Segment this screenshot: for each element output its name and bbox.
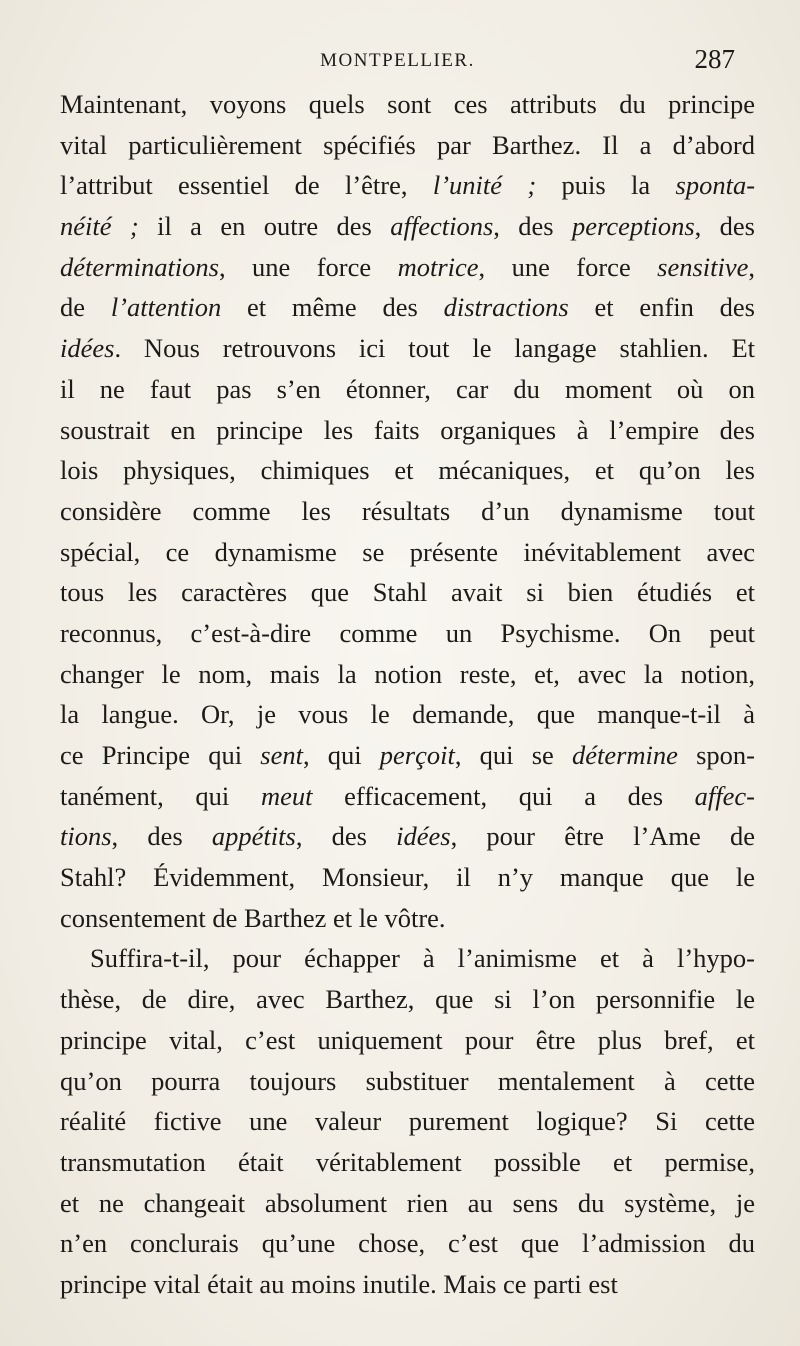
text-span: qu’on pourra toujours substituer mentalement à cette	[60, 1065, 755, 1096]
italic-text: tions	[60, 821, 112, 852]
text-line	[60, 816, 755, 857]
text-span: spécial, ce dynamisme se présente inévitablement avec	[60, 536, 755, 567]
text-span: thèse, de dire, avec Barthez, que si l’on personnifie le	[60, 984, 755, 1015]
italic-text: appétits	[211, 821, 296, 852]
italic-text: meut	[260, 780, 313, 811]
italic-text: déterminations	[60, 251, 219, 282]
text-line	[60, 287, 755, 328]
text-span: la langue. Or, je vous le demande, que manque-t-il à	[60, 699, 755, 730]
text-span: , des	[295, 821, 397, 852]
text-line	[60, 898, 755, 939]
text-span: il ne faut pas s’en étonner, car du moment où on	[60, 373, 755, 404]
text-span: vital particulièrement spécifiés par Barthez. Il a d’abord	[60, 129, 755, 160]
page-number: 287	[694, 44, 735, 74]
text-span: , des	[493, 211, 573, 242]
text-line	[60, 532, 755, 573]
text-span: , des	[694, 211, 755, 242]
italic-text: sponta-	[675, 170, 756, 201]
italic-text: sensitive	[657, 251, 749, 282]
text-line	[60, 1101, 755, 1142]
text-line	[60, 369, 755, 410]
text-line	[60, 1061, 755, 1102]
italic-text: idées	[60, 333, 115, 364]
text-line	[60, 979, 755, 1020]
text-line	[60, 938, 755, 979]
text-span: ce Principe qui	[60, 740, 261, 770]
text-span: de	[60, 292, 111, 323]
text-span: Suffira-t-il, pour échapper à l’animisme et à l’hypo-	[90, 943, 755, 974]
italic-text: distractions	[443, 292, 569, 323]
text-span: lois physiques, chimiques et mécaniques, et qu’on les	[60, 455, 755, 486]
text-span: , pour être l’Ame de	[450, 821, 756, 852]
text-span: ,	[748, 251, 756, 282]
text-line	[60, 1142, 755, 1183]
body-text	[60, 84, 755, 1305]
italic-text: l’unité ;	[432, 170, 537, 201]
text-line	[60, 1183, 755, 1224]
text-span: Stahl? Évidemment, Monsieur, il n’y manque que le	[60, 862, 755, 893]
text-span: Maintenant, voyons quels sont ces attributs du principe	[60, 89, 755, 119]
text-span: efficacement, qui a des	[312, 780, 695, 811]
text-line	[60, 654, 755, 695]
text-span: il a en outre des	[138, 211, 391, 242]
text-line	[60, 857, 755, 898]
text-line	[60, 1020, 755, 1061]
text-span: tanément, qui	[60, 780, 261, 811]
text-span: et ne changeait absolument rien au sens du système, je	[60, 1187, 755, 1218]
text-span: transmutation était véritablement possible et permise,	[60, 1146, 755, 1177]
italic-text: détermine	[571, 740, 678, 770]
text-span: consentement de Barthez et le vôtre.	[60, 902, 446, 933]
text-span: . Nous retrouvons ici tout le langage stahlien. Et	[114, 333, 755, 364]
text-span: tous les caractères que Stahl avait si bien étudiés et	[60, 577, 755, 608]
italic-text: perçoit	[379, 740, 455, 770]
text-span: et enfin des	[568, 292, 755, 323]
text-line	[60, 1264, 755, 1305]
text-line	[60, 694, 755, 735]
italic-text: idées	[396, 821, 451, 852]
text-span: changer le nom, mais la notion reste, et, avec la notion,	[60, 658, 755, 689]
text-span: spon-	[677, 740, 756, 770]
text-line	[60, 247, 755, 288]
text-span: et même des	[221, 292, 444, 323]
italic-text: affec-	[694, 780, 755, 811]
text-span: principe vital, c’est uniquement pour être plus bref, et	[60, 1024, 755, 1055]
text-span: soustrait en principe les faits organiques à l’empire des	[60, 414, 755, 445]
text-line	[60, 491, 755, 532]
text-line	[60, 572, 755, 613]
text-line	[60, 165, 755, 206]
italic-text: l’attention	[110, 292, 222, 323]
running-head	[60, 44, 735, 80]
text-span: , des	[111, 821, 212, 852]
text-span: n’en conclurais qu’une chose, c’est que l’admission du	[60, 1228, 755, 1259]
text-line	[60, 1223, 755, 1264]
text-line	[60, 125, 755, 166]
text-span: puis la	[536, 170, 676, 201]
italic-text: motrice	[397, 251, 479, 282]
text-span: reconnus, c’est-à-dire comme un Psychisme. On peut	[60, 617, 755, 648]
italic-text: sent	[260, 740, 303, 770]
text-span: , une force	[478, 251, 658, 282]
text-span: réalité fictive une valeur purement logique? Si cette	[60, 1106, 755, 1137]
text-span: principe vital était au moins inutile. Mais ce parti est	[60, 1268, 618, 1299]
text-line	[60, 450, 755, 491]
text-span: , une force	[219, 251, 398, 282]
text-span: , qui se	[454, 740, 572, 770]
text-line	[60, 328, 755, 369]
text-line	[60, 84, 755, 125]
text-span: considère comme les résultats d’un dynamisme tout	[60, 495, 755, 526]
italic-text: perceptions	[572, 211, 695, 242]
text-line	[60, 735, 755, 776]
text-line	[60, 776, 755, 817]
text-line	[60, 613, 755, 654]
italic-text: affections	[390, 211, 494, 242]
italic-text: néité ;	[60, 211, 139, 242]
running-title: MONTPELLIER.	[320, 50, 475, 71]
text-line	[60, 206, 755, 247]
text-span: l’attribut essentiel de l’être,	[60, 170, 433, 201]
text-line	[60, 410, 755, 451]
text-span: , qui	[302, 740, 380, 770]
